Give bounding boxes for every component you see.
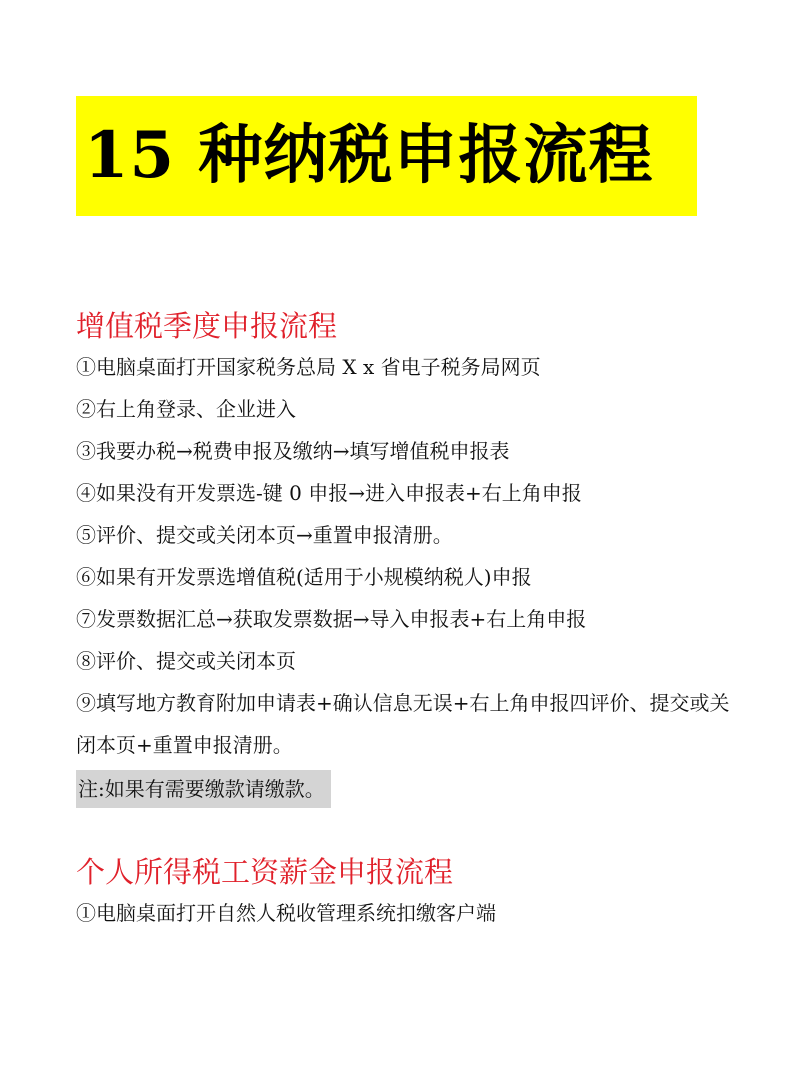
title-banner [76, 96, 697, 216]
step-item: ⑨填写地方教育附加申请表+确认信息无误+右上角申报四评价、提交或关闭本页+重置申报清册。 [76, 691, 730, 757]
page-title: 15 种纳税申报流程 [84, 118, 654, 193]
section-vat-quarterly [76, 306, 736, 808]
step-item: ⑦发票数据汇总→获取发票数据→导入申报表+右上角申报 [76, 607, 587, 631]
step-item: ⑤评价、提交或关闭本页→重置申报清册。 [76, 523, 453, 547]
step-item: ④如果没有开发票选-键 0 申报→进入申报表+右上角申报 [76, 481, 582, 505]
note-highlight: 注:如果有需要缴款请缴款。 [76, 770, 331, 808]
step-item: ⑧评价、提交或关闭本页 [76, 649, 296, 673]
section-iit-salary [76, 852, 736, 934]
step-item: ②右上角登录、企业进入 [76, 397, 296, 421]
step-item: ⑥如果有开发票选增值税(适用于小规模纳税人)申报 [76, 565, 532, 589]
section-heading: 增值税季度申报流程 [76, 309, 338, 343]
section-heading: 个人所得税工资薪金申报流程 [76, 855, 454, 889]
step-item: ①电脑桌面打开自然人税收管理系统扣缴客户端 [76, 901, 496, 925]
step-item: ③我要办税→税费申报及缴纳→填写增值税申报表 [76, 439, 510, 463]
step-item: ①电脑桌面打开国家税务总局 X x 省电子税务局网页 [76, 355, 541, 379]
